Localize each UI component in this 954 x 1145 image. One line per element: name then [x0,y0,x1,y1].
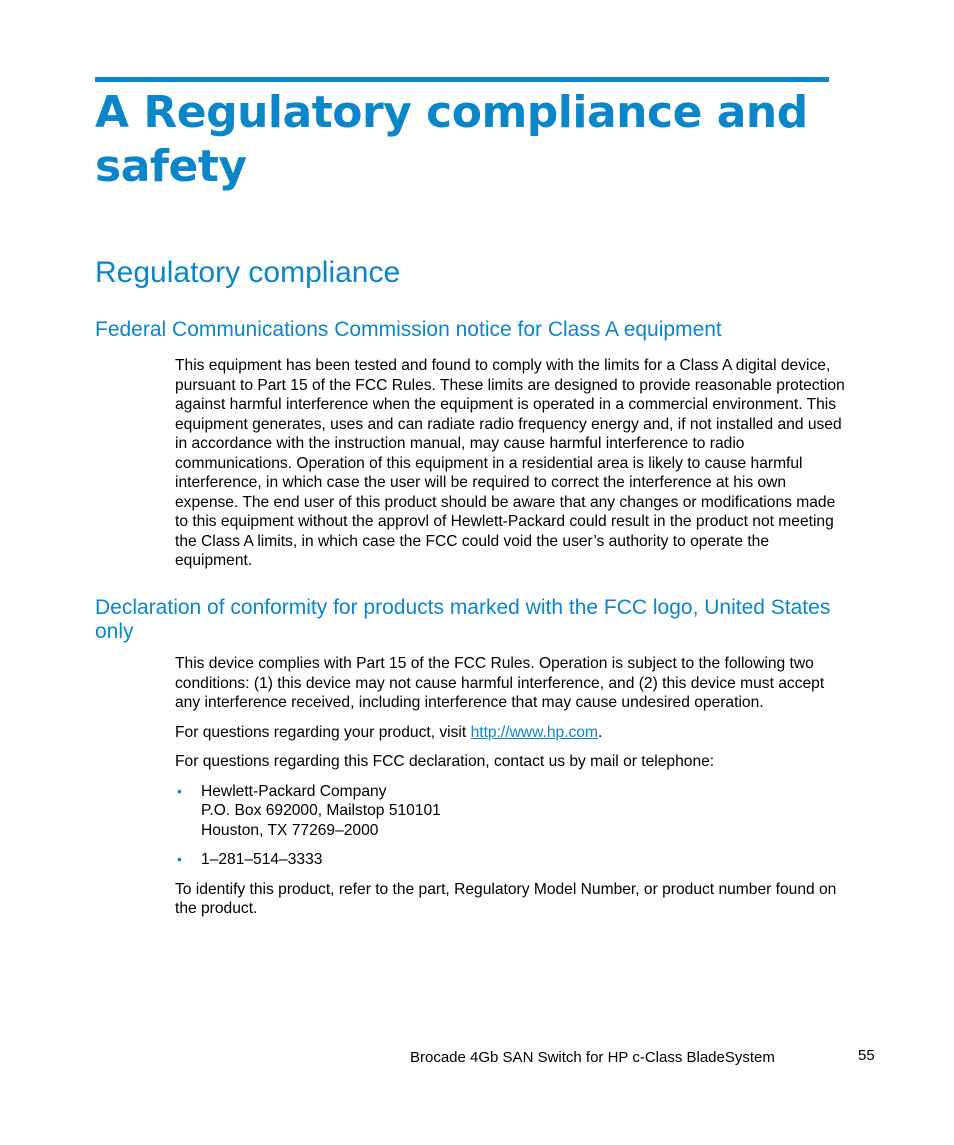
fcc-notice-title: Federal Communications Commission notice for Class A equipment [95,318,722,341]
fcc-notice-body [175,356,850,581]
address-po-box: P.O. Box 692000, Mailstop 510101 [201,802,441,819]
declaration-paragraph-4: To identify this product, refer to the part, Regulatory Model Number, or product number found on the product. [175,880,837,917]
visit-text: For questions regarding your product, visit [175,723,471,741]
visit-suffix: . [597,723,603,741]
declaration-paragraph-1: This device complies with Part 15 of the FCC Rules. Operation is subject to the following two conditions: (1) this device may not cause harmful interference, and (2) this device must accept any interference received, including interference that may cause undesired operation. [175,655,825,711]
bullet-icon: • [177,851,182,867]
declaration-paragraph-2 [175,723,850,743]
contact-phone: 1–281–514–3333 [201,851,323,868]
contact-list [175,782,850,870]
declaration-title: Declaration of conformity for products marked with the FCC logo, United States only [95,596,831,643]
chapter-title: A Regulatory compliance and safety [95,87,808,192]
bullet-icon: • [177,782,182,799]
hp-website-link[interactable]: http://www.hp.com [470,723,598,741]
contact-phone-item [175,850,850,870]
address-company: Hewlett-Packard Company [201,782,387,800]
footer-document-title: Brocade 4Gb SAN Switch for HP c-Class BladeSystem [410,1049,775,1066]
declaration-body [175,654,850,929]
declaration-paragraph-3: For questions regarding this FCC declaration, contact us by mail or telephone: [175,753,715,770]
page-number: 55 [858,1047,875,1064]
chapter-top-rule [95,77,829,82]
address-city: Houston, TX 77269–2000 [201,821,379,839]
section-title: Regulatory compliance [95,256,401,289]
contact-address-item [175,782,850,841]
fcc-notice-paragraph: This equipment has been tested and found to comply with the limits for a Class A digital device, pursuant to Part 15 of the FCC Rules. These limits are designed to provide reasonable protection against harmful interference when the equipment is operated in a commercial environment. This equipment generates, uses and can radiate radio frequency energy and, if not installed and used in accordance with the instruction manual, may cause harmful interference to radio communications. Operation of this equipment in a residential area is likely to cause harmful interference, in which case the user will be required to correct the interference at his own expense. The end user of this product should be aware that any changes or modifications made to this equipment without the approvl of Hewlett-Packard could result in the product not meeting the Class A limits, in which case the FCC could void the user’s authority to operate the equipment. [175,357,845,569]
